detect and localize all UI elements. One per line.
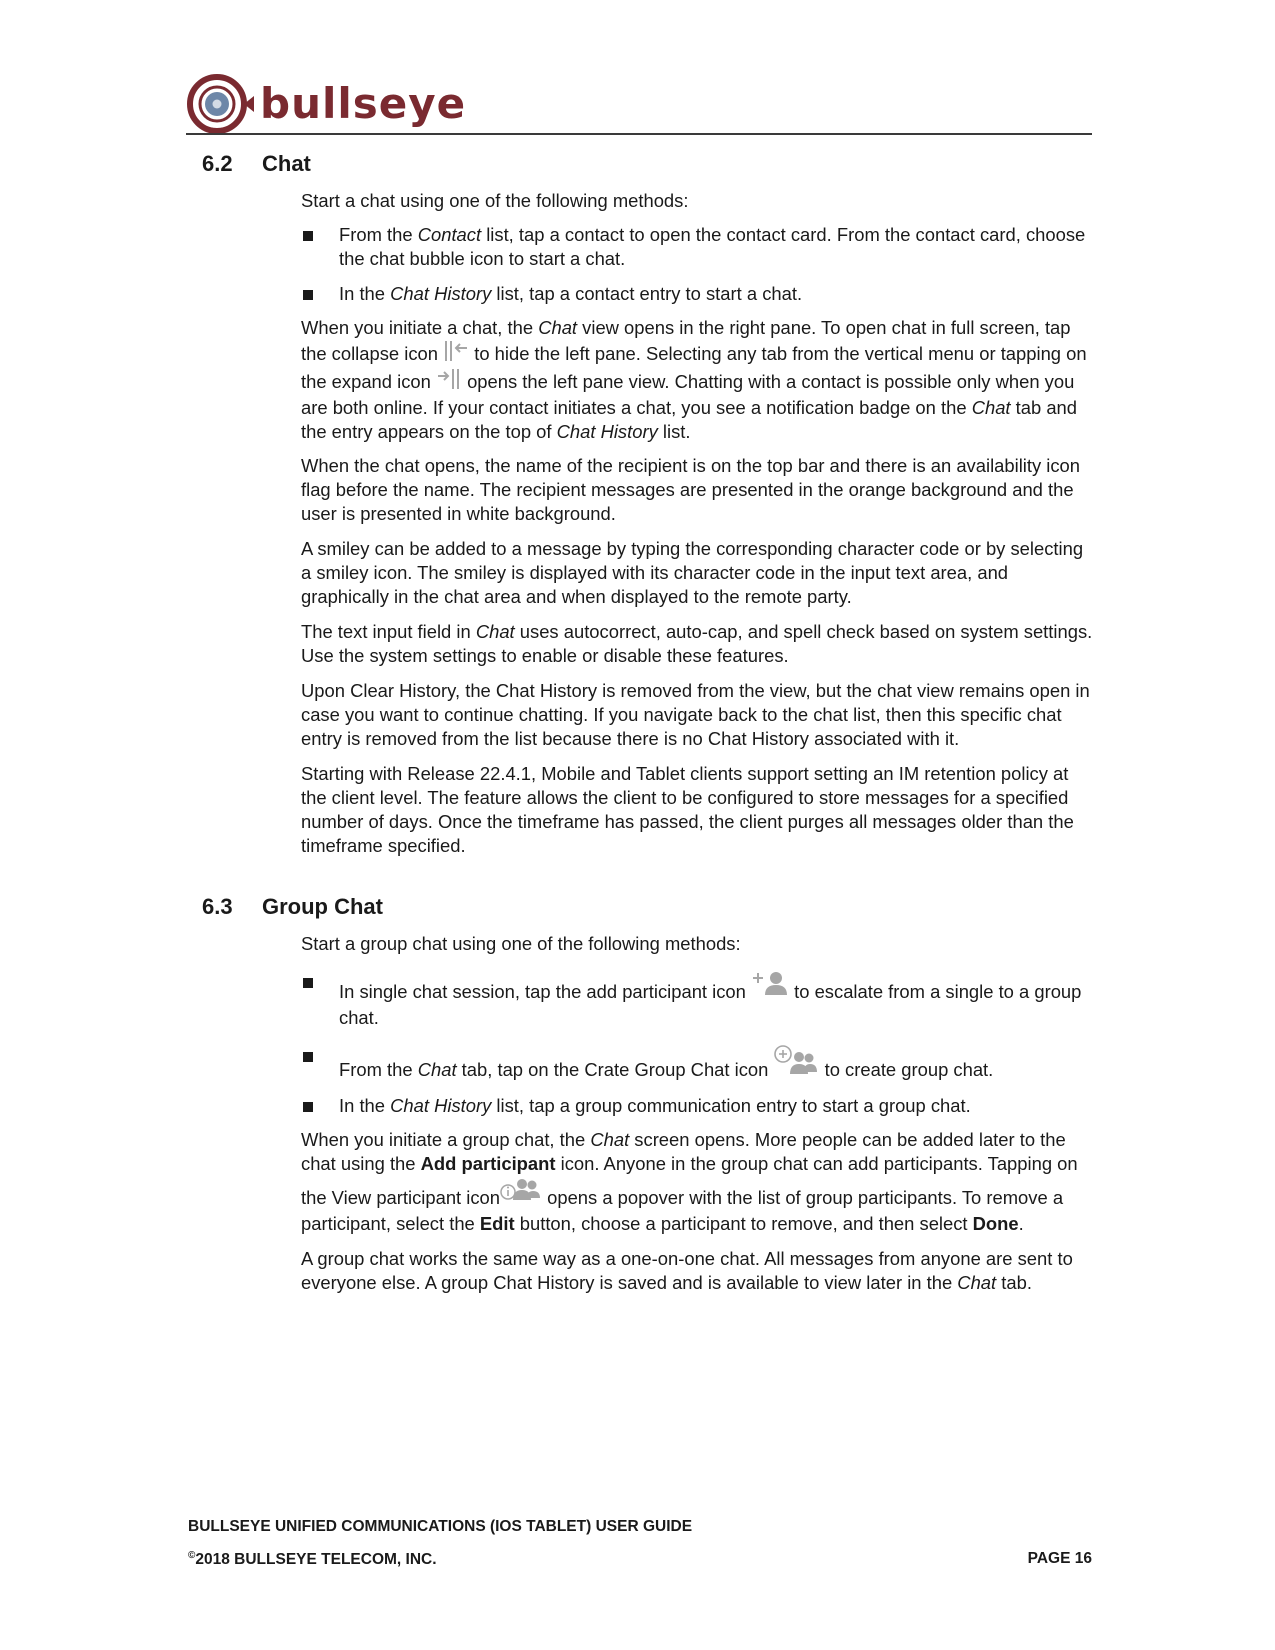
- text-italic: Chat History: [390, 1095, 492, 1116]
- list-item: [301, 1094, 1097, 1118]
- method-list: [301, 223, 1097, 306]
- bullseye-logo: [186, 72, 516, 136]
- bullet-square-icon: [303, 1102, 313, 1112]
- list-item: [301, 1044, 1097, 1084]
- section-title: Group Chat: [262, 894, 383, 919]
- bullet-square-icon: [303, 231, 313, 241]
- text: When you initiate a group chat, the: [301, 1129, 591, 1150]
- list-item: [301, 223, 1097, 271]
- section-heading-6-3: [202, 894, 383, 920]
- text-bold: Add participant: [420, 1153, 556, 1174]
- bullet-square-icon: [303, 978, 313, 988]
- paragraph: [301, 316, 1097, 444]
- section-6-2-body: [301, 189, 1097, 858]
- text: to escalate from a single to a group chat.: [339, 981, 1082, 1028]
- section-intro: Start a group chat using one of the following methods:: [301, 933, 741, 954]
- page-header: [186, 72, 1092, 136]
- text: to hide the left pane. Selecting any tab from the vertical menu or tapping on the expand icon: [301, 343, 1087, 392]
- text: opens the left pane view. Chatting with a contact is possible only when you are both online. If your contact initiates a chat, you see a notification badge on the: [301, 371, 1075, 418]
- text: list.: [657, 421, 691, 442]
- section-number: 6.3: [202, 894, 233, 919]
- text: opens a popover with the list of group participants. To remove a participant, select the: [301, 1187, 1064, 1234]
- text-italic: Chat: [538, 317, 578, 338]
- section-intro: Start a chat using one of the following methods:: [301, 190, 689, 211]
- view-participant-icon: [500, 1176, 542, 1212]
- paragraph: [301, 620, 1097, 668]
- text: In the: [339, 1095, 391, 1116]
- bullet-square-icon: [303, 1052, 313, 1062]
- text: screen opens. More people can be added later to the chat using the: [301, 1129, 1066, 1174]
- list-item: [301, 282, 1097, 306]
- text: A group chat works the same way as a one-on-one chat. All messages from anyone are sent to everyone else. A group Chat History is saved and is available to view later in the: [301, 1248, 1073, 1293]
- text: In the: [339, 283, 391, 304]
- text: list, tap a group communication entry to start a group chat.: [491, 1095, 971, 1116]
- text: icon. Anyone in the group chat can add participants. Tapping on the View participant icon: [301, 1153, 1078, 1208]
- section-6-3-body: [301, 932, 1097, 1295]
- text-bold: Edit: [479, 1213, 515, 1234]
- text-italic: Chat: [957, 1272, 997, 1293]
- text: tab and the entry appears on the top of: [301, 397, 1078, 442]
- footer-title: BULLSEYE UNIFIED COMMUNICATIONS (IOS TABLET) USER GUIDE: [188, 1518, 693, 1535]
- text: to create group chat.: [819, 1059, 994, 1080]
- paragraph: Upon Clear History, the Chat History is removed from the view, but the chat view remains open in case you want to continue chatting. If you navigate back to the chat list, then this specific chat entry is removed from the list because there is no Chat History associated with it.: [301, 680, 1090, 749]
- footer-copyright-line: [188, 1550, 1092, 1569]
- text: button, choose a participant to remove, and then select: [514, 1213, 973, 1234]
- expand-icon: [436, 368, 462, 396]
- text: tab, tap on the Crate Group Chat icon: [456, 1059, 774, 1080]
- text: list, tap a contact to open the contact card. From the contact card, choose the chat bubble icon to start a chat.: [339, 224, 1086, 269]
- paragraph: [301, 1247, 1097, 1295]
- text-italic: Chat: [971, 397, 1011, 418]
- text: From the: [339, 1059, 418, 1080]
- text: uses autocorrect, auto-cap, and spell check based on system settings. Use the system settings to enable or disable these features.: [301, 621, 1093, 666]
- collapse-icon: [443, 340, 469, 368]
- text-italic: Chat History: [556, 421, 658, 442]
- text: view opens in the right pane. To open chat in full screen, tap the collapse icon: [301, 317, 1071, 364]
- page-number: PAGE 16: [1027, 1550, 1092, 1567]
- section-heading-6-2: [202, 151, 311, 177]
- footer-copyright: 2018 BULLSEYE TELECOM, INC.: [195, 1551, 437, 1569]
- text: The text input field in: [301, 621, 476, 642]
- paragraph: Starting with Release 22.4.1, Mobile and Tablet clients support setting an IM retention policy at the client level. The feature allows the client to be configured to store messages for a specified number of days. Once the timeframe has passed, the client purges all messages older than the timeframe specified.: [301, 763, 1074, 856]
- text: When you initiate a chat, the: [301, 317, 539, 338]
- logo-text: bullseye: [260, 79, 467, 128]
- header-rule: [186, 133, 1092, 135]
- method-list: [301, 970, 1097, 1118]
- text-italic: Chat: [590, 1129, 630, 1150]
- section-number: 6.2: [202, 151, 233, 176]
- text-italic: Chat: [417, 1059, 457, 1080]
- section-title: Chat: [262, 151, 311, 176]
- text-italic: Contact: [417, 224, 482, 245]
- add-participant-icon: [751, 970, 789, 1006]
- text: list, tap a contact entry to start a chat.: [491, 283, 803, 304]
- paragraph: [301, 1128, 1097, 1236]
- text: tab.: [996, 1272, 1032, 1293]
- bullet-square-icon: [303, 290, 313, 300]
- text-italic: Chat History: [390, 283, 492, 304]
- list-item: [301, 970, 1097, 1030]
- create-group-chat-icon: [773, 1044, 819, 1084]
- text-bold: Done: [972, 1213, 1019, 1234]
- text-italic: Chat: [475, 621, 515, 642]
- text: In single chat session, tap the add participant icon: [339, 981, 752, 1002]
- paragraph: A smiley can be added to a message by typing the corresponding character code or by selecting a smiley icon. The smiley is displayed with its character code in the input text area, and graphically in the chat area and when displayed to the remote party.: [301, 538, 1084, 607]
- text: .: [1018, 1213, 1024, 1234]
- text: From the: [339, 224, 418, 245]
- copyright-symbol: ©: [188, 1550, 196, 1561]
- paragraph: When the chat opens, the name of the recipient is on the top bar and there is an availability icon flag before the name. The recipient messages are presented in the orange background and the user is presented in white background.: [301, 455, 1081, 524]
